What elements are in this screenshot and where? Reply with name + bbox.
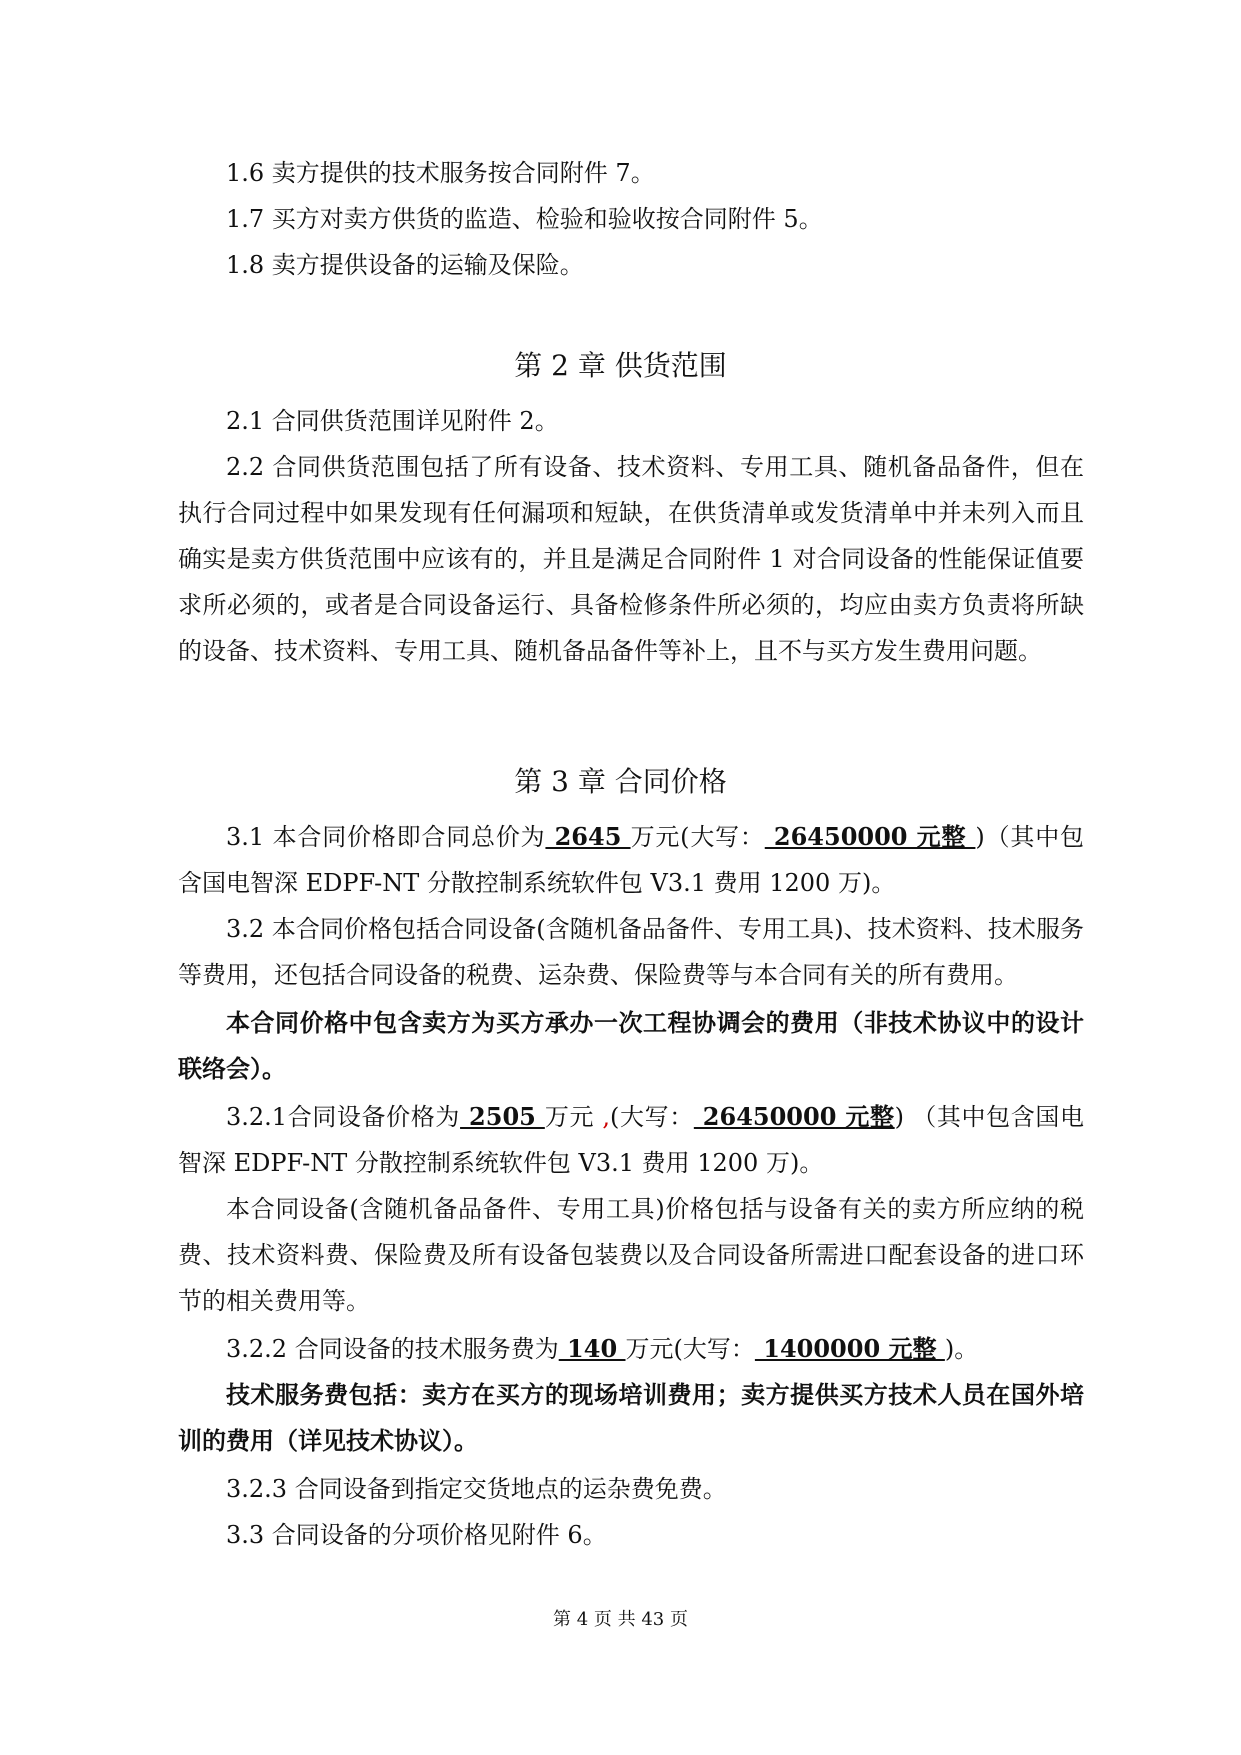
clause-3-2-2 <box>178 1326 1084 1372</box>
clause-1-7: 1.7 买方对卖方供货的监造、检验和验收按合同附件 5。 <box>226 205 823 233</box>
clause-2-1: 2.1 合同供货范围详见附件 2。 <box>226 407 559 435</box>
clause-3-2-3: 3.2.3 合同设备到指定交货地点的运杂费免费。 <box>226 1475 727 1503</box>
clause-2-2: 2.2 合同供货范围包括了所有设备、技术资料、专用工具、随机备品备件，但在执行合同过程中如果发现有任何漏项和短缺，在供货清单或发货清单中并未列入而且确实是卖方供货范围中应该有的，并且是满足合同附件 1 对合同设备的性能保证值要求所必须的，或者是合同设备运行、具备检修条件所必须的，均应由卖方负责将所缺的设备、技术资料、专用工具、随机备品备件等补上，且不与买方发生费用问题。 <box>178 453 1084 665</box>
page-footer: 第 4 页 共 43 页 <box>553 1609 688 1630</box>
clause-3-2-1-text: 3.2.1合同设备价格为 <box>226 1103 461 1131</box>
clause-1-6: 1.6 卖方提供的技术服务按合同附件 7。 <box>226 159 655 187</box>
clause-3-2-2-text: 3.2.2 合同设备的技术服务费为 <box>226 1335 559 1363</box>
clause-3-2-1-unit: 万元 <box>544 1103 595 1131</box>
equipment-price-scope: 本合同设备(含随机备品备件、专用工具)价格包括与设备有关的卖方所应纳的税费、技术资料费、保险费及所有设备包装费以及合同设备所需进口配套设备的进口环节的相关费用等。 <box>178 1195 1084 1315</box>
service-fee-words: 1400000 元整 <box>754 1334 945 1363</box>
clause-3-1 <box>178 814 1084 906</box>
clause-3-2-1-note: ) （其中包含国电智深 EDPF-NT 分散控制系统软件包 V3.1 费用 1200 万)。 <box>178 1103 1084 1177</box>
clause-3-1-text: 3.1 本合同价格即合同总价为 <box>226 823 546 851</box>
clause-1-8: 1.8 卖方提供设备的运输及保险。 <box>226 251 584 279</box>
clause-3-2-2-unit: 万元(大写： <box>625 1335 755 1363</box>
clause-3-1-unit: 万元(大写： <box>630 823 765 851</box>
equipment-price-amount: 2505 <box>460 1102 545 1131</box>
clause-3-2: 3.2 本合同价格包括合同设备(含随机备品备件、专用工具)、技术资料、技术服务等费用，还包括合同设备的税费、运杂费、保险费等与本合同有关的所有费用。 <box>178 915 1084 989</box>
clause-3-1-note: )（其中包含国电智深 EDPF-NT 分散控制系统软件包 V3.1 费用 1200 万)。 <box>178 823 1084 897</box>
equipment-price-words: 26450000 元整 <box>693 1102 895 1131</box>
clause-3-2-1-open: (大写： <box>609 1103 694 1131</box>
meeting-cost-note: 本合同价格中包含卖方为买方承办一次工程协调会的费用（非技术协议中的设计联络会）。 <box>178 1008 1084 1083</box>
clause-3-3: 3.3 合同设备的分项价格见附件 6。 <box>226 1521 607 1549</box>
service-fee-note: 技术服务费包括：卖方在买方的现场培训费用；卖方提供买方技术人员在国外培训的费用（详见技术协议）。 <box>178 1380 1084 1455</box>
red-mark: , <box>594 1103 610 1131</box>
total-price-amount: 2645 <box>545 822 631 851</box>
chapter-2-title: 第 2 章 供货范围 <box>514 349 727 382</box>
total-price-words: 26450000 元整 <box>764 822 976 851</box>
service-fee-amount: 140 <box>558 1334 626 1363</box>
clause-3-2-2-close: )。 <box>944 1335 979 1363</box>
chapter-3-title: 第 3 章 合同价格 <box>514 765 727 798</box>
clause-3-2-1 <box>178 1094 1084 1186</box>
